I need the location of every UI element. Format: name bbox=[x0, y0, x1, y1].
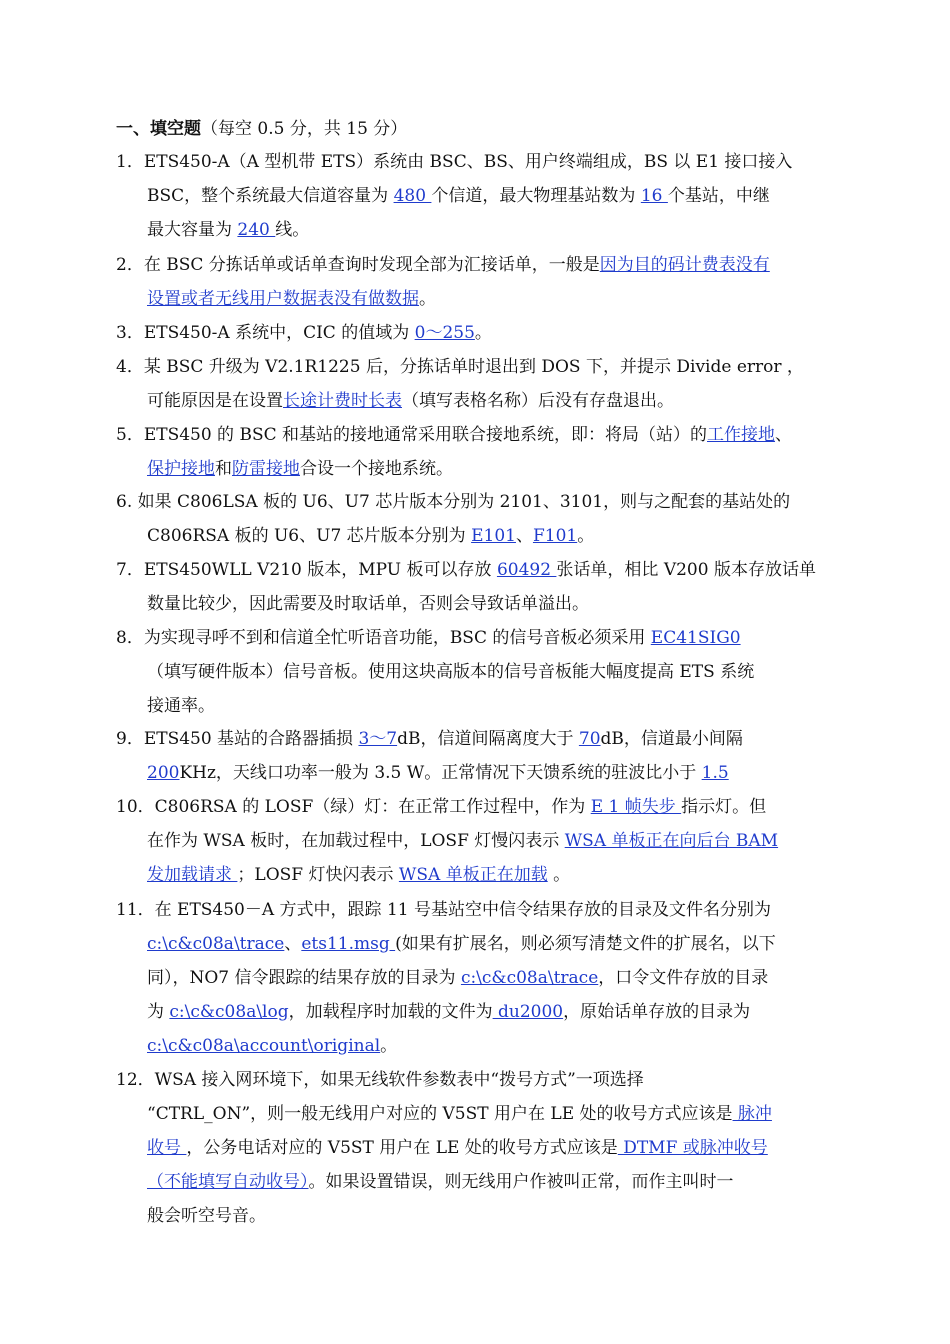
question-line bbox=[116, 655, 836, 689]
answer-blank: 工作接地 bbox=[707, 425, 776, 445]
question-text: 最大容量为 bbox=[147, 220, 238, 240]
question-text: 同），NO7 信令跟踪的结果存放的目录为 bbox=[147, 968, 461, 988]
question-text: dB，信道最小间隔 bbox=[600, 729, 743, 749]
question-text: ，口令文件存放的目录 bbox=[598, 968, 769, 988]
question-line bbox=[116, 213, 836, 247]
answer-blank: ets11.msg bbox=[301, 934, 396, 954]
question-6 bbox=[116, 485, 836, 553]
question-text: dB，信道间隔离度大于 bbox=[397, 729, 579, 749]
answer-blank: c:\c&c08a\trace bbox=[147, 934, 285, 954]
question-text: C806RSA 板的 U6、U7 芯片版本分别为 bbox=[147, 526, 472, 546]
question-text: 数量比较少，因此需要及时取话单，否则会导致话单溢出。 bbox=[147, 594, 589, 614]
question-1 bbox=[116, 145, 836, 247]
question-text: 。 bbox=[577, 526, 595, 546]
question-line bbox=[116, 384, 836, 418]
question-2 bbox=[116, 248, 836, 316]
answer-blank: 发加载请求 bbox=[147, 865, 238, 885]
answer-blank: 70 bbox=[578, 729, 601, 749]
question-text: 、 bbox=[515, 526, 533, 546]
question-line bbox=[116, 1199, 836, 1233]
question-text: 为 bbox=[147, 1002, 170, 1022]
answer-blank: 480 bbox=[393, 186, 432, 206]
answer-blank: 3～7 bbox=[358, 729, 398, 749]
question-text: 个信道，最大物理基站数为 bbox=[431, 186, 641, 206]
section-heading bbox=[116, 112, 407, 146]
question-line bbox=[116, 689, 836, 723]
question-text: 。 bbox=[474, 323, 492, 343]
question-text: KHz，天线口功率一般为 3.5 W。正常情况下天馈系统的驻波比小于 bbox=[179, 763, 702, 783]
question-line bbox=[116, 1063, 836, 1097]
question-text: 接通率。 bbox=[147, 696, 215, 716]
section-score-note: （每空 0.5 分，共 15 分） bbox=[201, 119, 408, 139]
question-text: BSC，整个系统最大信道容量为 bbox=[147, 186, 394, 206]
question-line bbox=[116, 587, 836, 621]
question-text: 。 bbox=[547, 865, 571, 885]
answer-blank: 0～255 bbox=[414, 323, 475, 343]
question-line bbox=[116, 995, 836, 1029]
question-line bbox=[116, 961, 836, 995]
question-9 bbox=[116, 722, 836, 790]
answer-blank: WSA 单板正在向后台 BAM bbox=[564, 831, 779, 851]
question-line bbox=[116, 1165, 836, 1199]
answer-blank: 1.5 bbox=[701, 763, 729, 783]
question-text: 3．ETS450-A 系统中，CIC 的值域为 bbox=[116, 323, 415, 343]
question-11 bbox=[116, 893, 836, 1063]
question-text: ，加载程序时加载的文件为 bbox=[288, 1002, 493, 1022]
question-line bbox=[116, 790, 836, 824]
answer-blank: 长途计费时长表 bbox=[283, 391, 402, 411]
question-line bbox=[116, 350, 836, 384]
question-text: （填写硬件版本）信号音板。使用这块高版本的信号音板能大幅度提高 ETS 系统 bbox=[147, 662, 755, 682]
question-line bbox=[116, 1131, 836, 1165]
question-line bbox=[116, 248, 836, 282]
question-text: 12．WSA 接入网环境下，如果无线软件参数表中“拨号方式”一项选择 bbox=[116, 1070, 644, 1090]
question-text: 、 bbox=[284, 934, 302, 954]
question-text: 和 bbox=[215, 459, 232, 479]
question-line bbox=[116, 927, 836, 961]
answer-blank: 16 bbox=[640, 186, 668, 206]
answer-blank: EC41SIG0 bbox=[650, 628, 741, 648]
question-text: ；LOSF 灯快闪表示 bbox=[237, 865, 399, 885]
question-text: 可能原因是在设置 bbox=[147, 391, 283, 411]
question-line bbox=[116, 485, 836, 519]
question-line bbox=[116, 756, 836, 790]
question-text: 合设一个接地系统。 bbox=[300, 459, 453, 479]
question-text: (如果有扩展名，则必须写清楚文件的扩展名，以下 bbox=[395, 934, 776, 954]
answer-blank: F101 bbox=[532, 526, 578, 546]
answer-blank: c:\c&c08a\trace bbox=[460, 968, 599, 988]
question-text: 个基站，中继 bbox=[667, 186, 770, 206]
question-text: 张话单，相比 V200 版本存放话单 bbox=[556, 560, 816, 580]
question-text: （填写表格名称）后没有存盘退出。 bbox=[402, 391, 674, 411]
question-line bbox=[116, 316, 836, 350]
question-5 bbox=[116, 418, 836, 486]
question-line bbox=[116, 621, 836, 655]
question-text: ，原始话单存放的目录为 bbox=[563, 1002, 751, 1022]
question-4 bbox=[116, 350, 836, 418]
question-text: 线。 bbox=[275, 220, 310, 240]
question-line bbox=[116, 145, 836, 179]
question-text: 8．为实现寻呼不到和信道全忙听语音功能，BSC 的信号音板必须采用 bbox=[116, 628, 651, 648]
answer-blank: c:\c&c08a\account\original bbox=[147, 1036, 381, 1056]
answer-blank: 保护接地 bbox=[147, 459, 215, 479]
answer-blank: （不能填写自动收号） bbox=[147, 1172, 309, 1192]
answer-blank: DTMF 或脉冲收号 bbox=[617, 1138, 768, 1158]
question-text: 、 bbox=[775, 425, 793, 445]
answer-blank: 设置或者无线用户数据表没有做数据 bbox=[147, 289, 419, 309]
question-3 bbox=[116, 316, 836, 350]
answer-blank: 因为目的码计费表没有 bbox=[599, 255, 770, 275]
question-text: 9．ETS450 基站的合路器插损 bbox=[116, 729, 359, 749]
answer-blank: du2000 bbox=[492, 1002, 564, 1022]
question-line bbox=[116, 1029, 836, 1063]
answer-blank: 200 bbox=[147, 763, 180, 783]
question-text: 。如果设置错误，则无线用户作被叫正常，而作主叫时一 bbox=[308, 1172, 734, 1192]
question-text: 2．在 BSC 分拣话单或话单查询时发现全部为汇接话单，一般是 bbox=[116, 255, 600, 275]
answer-blank: E 1 帧失步 bbox=[590, 797, 682, 817]
question-text: 10．C806RSA 的 LOSF（绿）灯：在正常工作过程中，作为 bbox=[116, 797, 591, 817]
answer-blank: E101 bbox=[471, 526, 516, 546]
question-line bbox=[116, 893, 836, 927]
answer-blank: 收号 bbox=[147, 1138, 187, 1158]
question-line bbox=[116, 824, 836, 858]
question-line bbox=[116, 452, 836, 486]
question-line bbox=[116, 1097, 836, 1131]
question-line bbox=[116, 519, 836, 553]
question-line bbox=[116, 858, 836, 892]
answer-blank: c:\c&c08a\log bbox=[169, 1002, 289, 1022]
question-line bbox=[116, 722, 836, 756]
question-12 bbox=[116, 1063, 836, 1233]
answer-blank: 240 bbox=[237, 220, 276, 240]
answer-blank: 60492 bbox=[496, 560, 557, 580]
question-7 bbox=[116, 553, 836, 621]
answer-blank: WSA 单板正在加载 bbox=[398, 865, 548, 885]
question-10 bbox=[116, 790, 836, 892]
question-text: 7．ETS450WLL V210 版本，MPU 板可以存放 bbox=[116, 560, 497, 580]
question-line bbox=[116, 179, 836, 213]
question-text: “CTRL_ON”，则一般无线用户对应的 V5ST 用户在 LE 处的收号方式应该是 bbox=[147, 1104, 733, 1124]
question-text: 指示灯。但 bbox=[681, 797, 767, 817]
question-text: 在作为 WSA 板时，在加载过程中，LOSF 灯慢闪表示 bbox=[147, 831, 565, 851]
question-text: 。 bbox=[419, 289, 436, 309]
question-line bbox=[116, 553, 836, 587]
question-line bbox=[116, 418, 836, 452]
question-text: ，公务电话对应的 V5ST 用户在 LE 处的收号方式应该是 bbox=[186, 1138, 618, 1158]
question-text: 1．ETS450-A（A 型机带 ETS）系统由 BSC、BS、用户终端组成，BS 以 E1 接口接入 bbox=[116, 152, 793, 172]
answer-blank: 脉冲 bbox=[732, 1104, 772, 1124]
question-text: 5．ETS450 的 BSC 和基站的接地通常采用联合接地系统，即：将局（站）的 bbox=[116, 425, 708, 445]
section-title: 一、填空题 bbox=[116, 119, 201, 139]
question-text: 11．在 ETS450－A 方式中，跟踪 11 号基站空中信令结果存放的目录及文件名分别为 bbox=[116, 900, 771, 920]
answer-blank: 防雷接地 bbox=[232, 459, 300, 479]
question-8 bbox=[116, 621, 836, 723]
question-text: 6. 如果 C806LSA 板的 U6、U7 芯片版本分别为 2101、3101，则与之配套的基站处的 bbox=[116, 492, 791, 512]
question-line bbox=[116, 282, 836, 316]
question-text: 4．某 BSC 升级为 V2.1R1225 后，分拣话单时退出到 DOS 下，并提示 Divide error ， bbox=[116, 357, 804, 377]
question-text: 。 bbox=[380, 1036, 398, 1056]
question-text: 般会听空号音。 bbox=[147, 1206, 266, 1226]
